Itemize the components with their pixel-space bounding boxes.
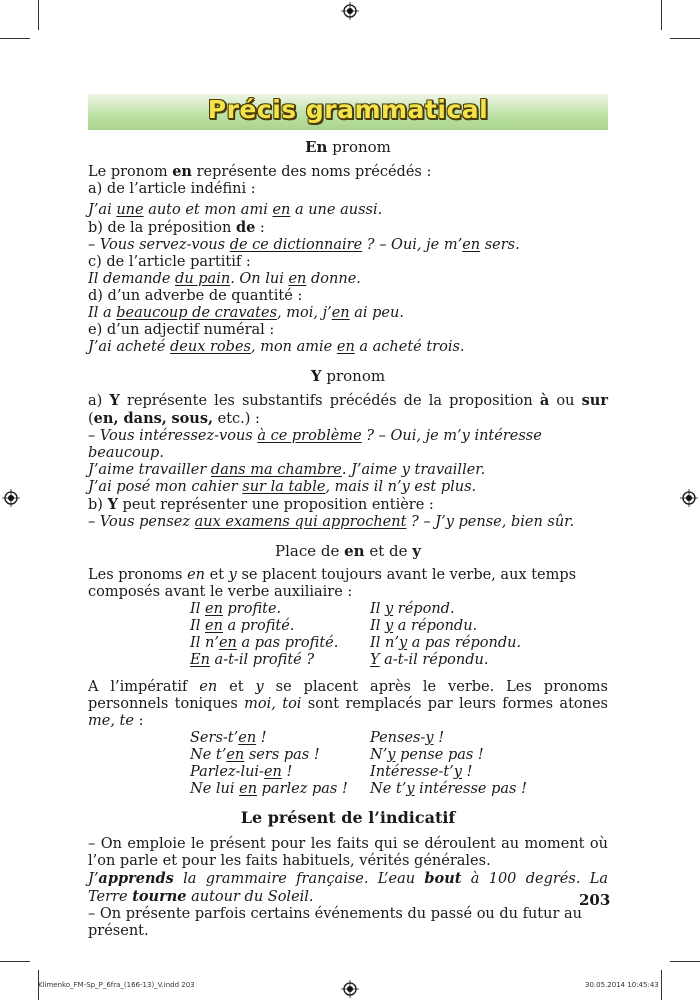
- example-cell: Il y a répondu.: [370, 618, 478, 634]
- example-line: Il a beaucoup de cravates, moi, j’en ai peu.: [88, 305, 404, 321]
- crop-mark: [0, 38, 30, 39]
- example-cell: Ne t’en sers pas !: [190, 747, 320, 763]
- heading-present-indicatif: Le présent de l’indicatif: [240, 808, 456, 827]
- registration-mark-icon: [341, 2, 359, 20]
- crop-mark: [0, 961, 30, 962]
- example-cell: Parlez-lui-en !: [190, 764, 293, 780]
- crop-mark: [670, 38, 700, 39]
- example-line: J’ai posé mon cahier sur la table, mais il n’y est plus.: [88, 479, 477, 495]
- paragraph: a) Y représente les substantifs précédés de la proposition à ou sur (en, dans, sous, etc.) :: [88, 392, 608, 427]
- heading-en-pronom: En pronom: [305, 138, 391, 156]
- section-banner: [88, 94, 608, 130]
- example-line: J’apprends la grammaire française. L’eau bout à 100 degrés. La Terre tourne autour du Soleil.: [88, 870, 609, 905]
- rule-line: c) de l’article partitif :: [88, 254, 251, 270]
- rule-line: a) de l’article indéfini :: [88, 181, 256, 197]
- examples-table: [190, 601, 608, 669]
- example-line: J’ai une auto et mon ami en a une aussi.: [88, 202, 383, 218]
- crop-mark: [38, 0, 39, 30]
- examples-table: [190, 730, 608, 798]
- example-cell: Il y répond.: [370, 601, 455, 617]
- example-cell: Penses-y !: [370, 730, 445, 746]
- slug-timestamp: 30.05.2014 10:45:43: [585, 981, 659, 989]
- example-line: J’aime travailler dans ma chambre. J’aime y travailler.: [88, 462, 486, 478]
- crop-mark: [661, 970, 662, 1000]
- example-cell: Il en profite.: [190, 601, 282, 617]
- example-line: Il demande du pain. On lui en donne.: [88, 271, 361, 287]
- rule-line: d) d’un adverbe de quantité :: [88, 288, 303, 304]
- example-cell: Ne lui en parlez pas !: [190, 781, 348, 797]
- example-cell: Y a-t-il répondu.: [370, 652, 489, 668]
- example-cell: En a-t-il profité ?: [190, 652, 315, 668]
- heading-place-en-y: Place de en et de y: [274, 542, 421, 560]
- crop-mark: [661, 0, 662, 30]
- example-cell: Ne t’y intéresse pas !: [370, 781, 527, 797]
- paragraph: – On emploie le présent pour les faits qui se déroulent au moment où l’on parle et pour les faits habituels, vérités générales.: [88, 836, 608, 869]
- rule-line: b) Y peut représenter une proposition entière :: [88, 496, 434, 513]
- example-cell: Il en a profité.: [190, 618, 295, 634]
- registration-mark-icon: [2, 489, 20, 507]
- example-cell: Sers-t’en !: [190, 730, 267, 746]
- paragraph: Les pronoms en et y se placent toujours avant le verbe, aux temps composés avant le verbe auxiliaire :: [88, 567, 577, 600]
- paragraph: A l’impératif en et y se placent après le verbe. Les pronoms personnels toniques moi, toi sont remplacés par leurs formes atones me, te :: [88, 679, 608, 729]
- slug-filename: Klimenko_FM-Sp_P_6fra_(166-13)_V.indd 203: [38, 981, 195, 989]
- paragraph: Le pronom en représente des noms précédés :: [88, 163, 432, 180]
- example-line: – Vous pensez aux examens qui approchent ? – J’y pense, bien sûr.: [88, 514, 575, 530]
- example-cell: Il n’y a pas répondu.: [370, 635, 522, 651]
- paragraph: – On présente parfois certains événements du passé ou du futur au présent.: [88, 906, 582, 939]
- registration-mark-icon: [680, 489, 698, 507]
- crop-mark: [670, 961, 700, 962]
- example-line: J’ai acheté deux robes, mon amie en a acheté trois.: [88, 339, 465, 355]
- page-content: [88, 137, 611, 940]
- example-line: – Vous servez-vous de ce dictionnaire ? – Oui, je m’en sers.: [88, 237, 520, 253]
- example-cell: Intéresse-t’y !: [370, 764, 473, 780]
- registration-mark-icon: [341, 980, 359, 998]
- banner-title: Précis grammatical: [207, 95, 489, 124]
- rule-line: b) de la préposition de :: [88, 219, 265, 236]
- example-line: – Vous intéressez-vous à ce problème ? – Oui, je m’y intéresse beaucoup.: [88, 428, 542, 461]
- example-cell: Il n’en a pas profité.: [190, 635, 339, 651]
- rule-line: e) d’un adjectif numéral :: [88, 322, 275, 338]
- page-number: 203: [579, 891, 611, 909]
- heading-y-pronom: Y pronom: [310, 367, 386, 385]
- example-cell: N’y pense pas !: [370, 747, 484, 763]
